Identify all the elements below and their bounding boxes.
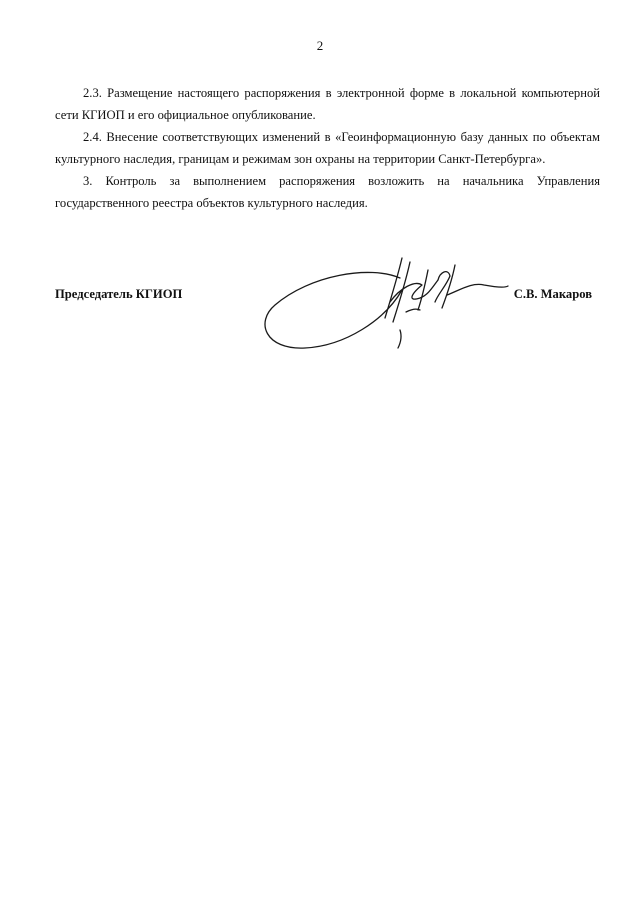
paragraph-3: 3. Контроль за выполнением распоряжения возложить на начальника Управления государственного реестра объектов культурного наследия. xyxy=(55,174,600,210)
document-body xyxy=(55,82,600,214)
paragraph-2-3: 2.3. Размещение настоящего распоряжения в электронной форме в локальной компьютерной сети КГИОП и его официальное опубликование. xyxy=(55,86,600,122)
handwritten-signature-icon xyxy=(250,250,510,355)
signer-name: С.В. Макаров xyxy=(513,287,592,301)
paragraph-2-4: 2.4. Внесение соответствующих изменений в «Геоинформационную базу данных по объектам культурного наследия, границам и режимам зон охраны на территории Санкт-Петербурга». xyxy=(55,130,600,166)
signer-title: Председатель КГИОП xyxy=(55,287,183,301)
page-number: 2 xyxy=(316,38,324,53)
signature-block xyxy=(55,250,600,360)
